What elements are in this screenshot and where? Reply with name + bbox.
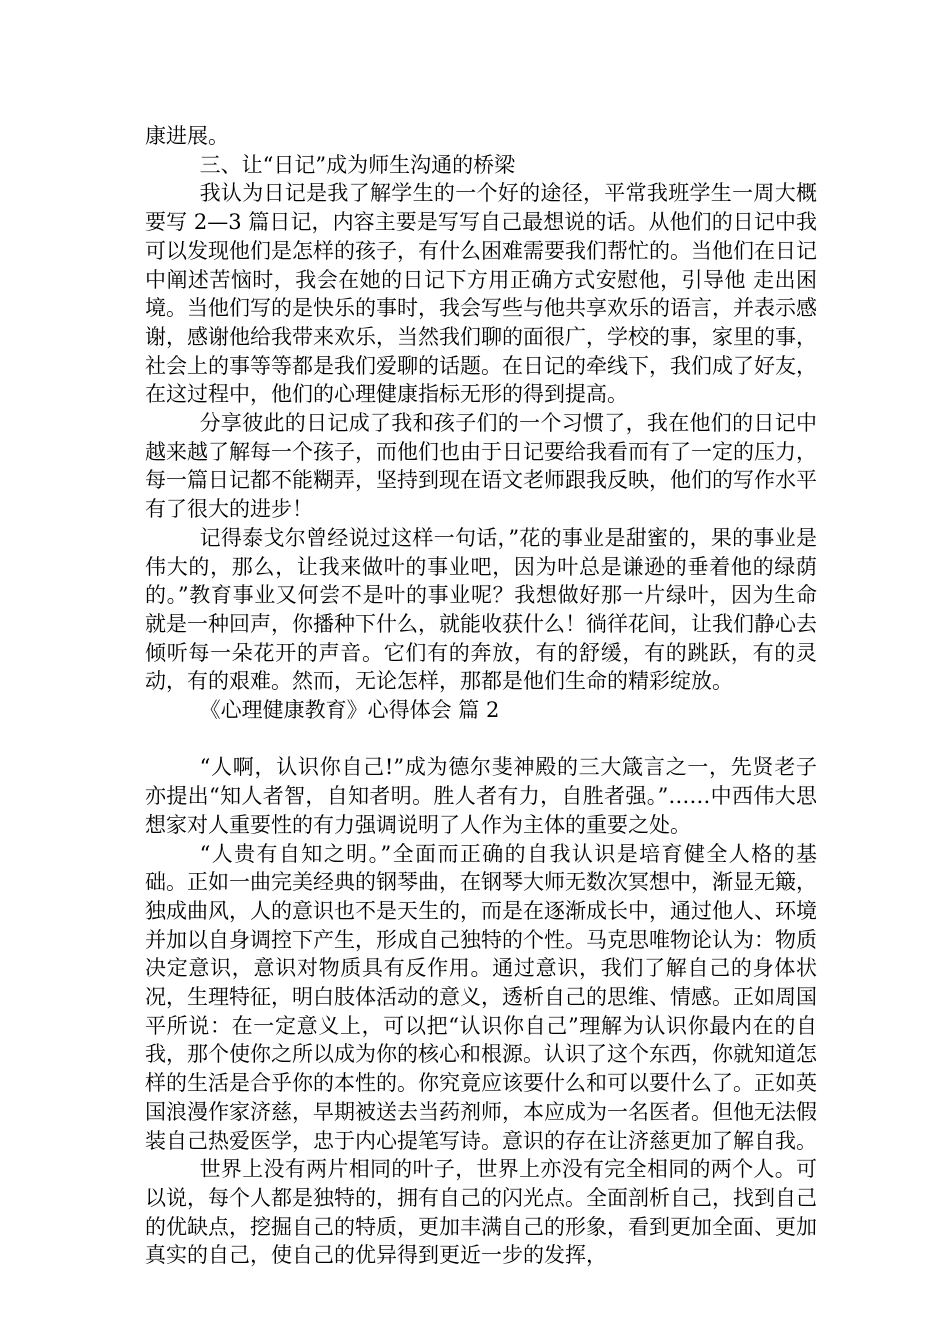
paragraph: “人贵有自知之明。”全面而正确的自我认识是培育健全人格的基础。正如一曲完美经典的钢琴曲，在钢琴大师无数次冥想中，渐显无簸，独成曲风，人的意识也不是天生的，而是在逐渐成长中，通过他人、环境并加以自身调控下产生，形成自己独特的个性。马克思唯物论认为：物质决定意识，意识对物质具有反作用。通过意识，我们了解自己的身体状况，生理特征，明白肢体活动的意义，透析自己的思维、情感。正如周国平所说：在一定意义上，可以把“认识你自己”理解为认识你最内在的自我，那个使你之所以成为你的核心和根源。认识了这个东西，你就知道怎样的生活是合乎你的本性的。你究竟应该要什么和可以要什么了。正如英国浪漫作家济慈，早期被送去当药剂师，本应成为一名医者。但他无法假装自己热爱医学，忠于内心提笔写诗。意识的存在让济慈更加了解自我。 [145, 841, 817, 1153]
paragraph-continuation: 康进展。 [145, 124, 229, 148]
document-body [145, 122, 817, 1270]
paragraph: 世界上没有两片相同的叶子，世界上亦没有完全相同的两个人。可以说，每个人都是独特的，拥有自己的闪光点。全面剖析自己，找到自己的优缺点，挖掘自己的特质，更加丰满自己的形象，看到更加全面、更加真实的自己，使自己的优异得到更近一步的发挥， [145, 1157, 817, 1268]
section-heading: 三、让“日记”成为师生沟通的桥梁 [199, 152, 516, 177]
article-heading: 《心理健康教育》心得体会 篇 2 [199, 698, 500, 723]
paragraph: “人啊，认识你自己!”成为德尔斐神殿的三大箴言之一，先贤老子亦提出“知人者智，自知者明。胜人者有力，自胜者强。”……中西伟大思想家对人重要性的有力强调说明了人作为主体的重要之处。 [145, 755, 817, 837]
paragraph: 我认为日记是我了解学生的一个好的途径，平常我班学生一周大概要写 2—3 篇日记，内容主要是写写自己最想说的话。从他们的日记中我可以发现他们是怎样的孩子，有什么困难需要我们帮忙的。当他们在日记中阐述苦恼时，我会在她的日记下方用正确方式安慰他，引导他 走出困境。当他们写的是快乐的事时，我会写些与他共享欢乐的语言，并表示感谢，感谢他给我带来欢乐，当然我们聊的面很广，学校的事，家里的事，社会上的事等等都是我们爱聊的话题。在日记的牵线下，我们成了好友，在这过程中，他们的心理健康指标无形的得到提高。 [145, 181, 817, 407]
paragraph: 分享彼此的日记成了我和孩子们的一个习惯了，我在他们的日记中越来越了解每一个孩子，而他们也由于日记要给我看而有了一定的压力，每一篇日记都不能糊弄，坚持到现在语文老师跟我反映，他们的写作水平有了很大的进步！ [145, 411, 817, 522]
paragraph: 记得泰戈尔曾经说过这样一句话，”花的事业是甜蜜的，果的事业是伟大的，那么，让我来做叶的事业吧，因为叶总是谦逊的垂着他的绿荫的。”教育事业又何尝不是叶的事业呢？我想做好那一片绿叶，因为生命就是一种回声，你播种下什么，就能收获什么！徜徉花间，让我们静心去倾听每一朵花开的声音。它们有的奔放，有的舒缓，有的跳跃，有的灵动，有的艰难。然而，无论怎样，那都是他们生命的精彩绽放。 [145, 525, 817, 694]
blank-line [145, 725, 817, 754]
